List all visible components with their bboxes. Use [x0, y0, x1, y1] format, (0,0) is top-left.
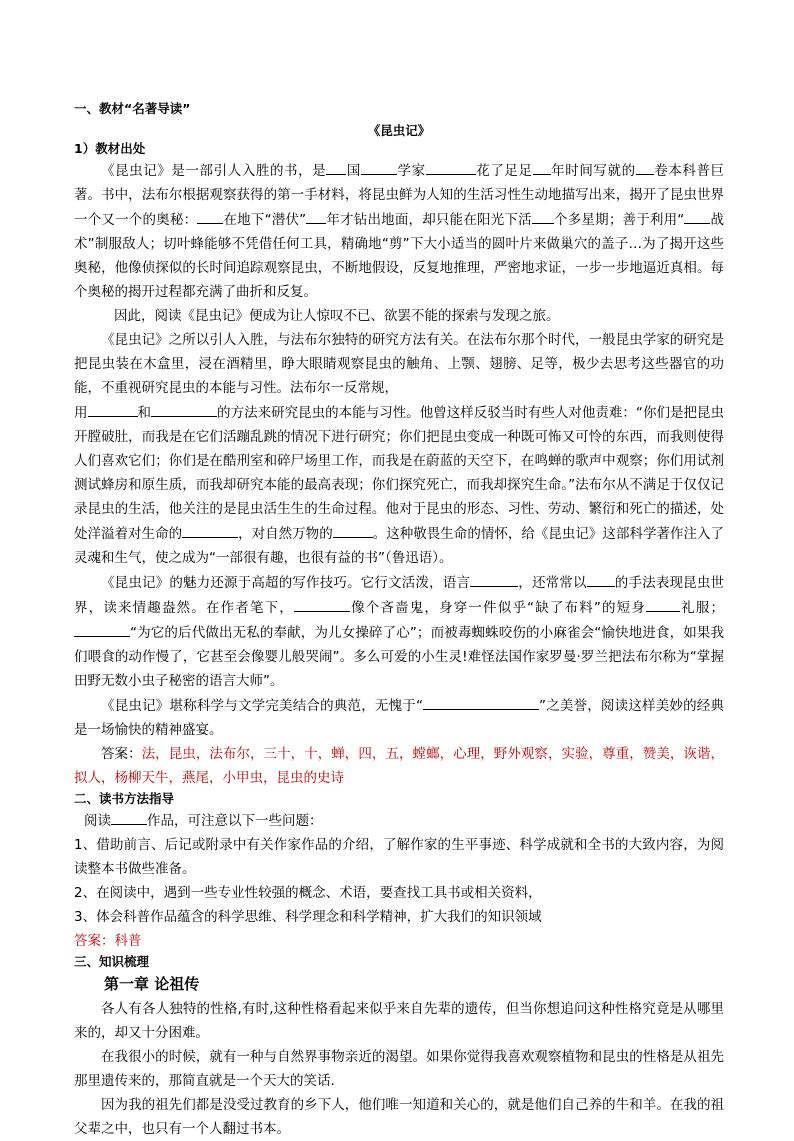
blank[interactable] — [684, 207, 710, 224]
paragraph-intro: 《昆虫记》是一部引人入胜的书，是 国 学家 花了足足 年时间写就的 卷本科普巨著。书中，法布尔根据观察获得的第一手材料，将昆虫鲜为人知的生活习性生动地描写出来，揭开了昆虫世界一个又一个的奥秘： 在地下“潜伏” 年才钻出地面，却只能在阳光下活 个多星期；善于利用“ 战术”制服敌人；切叶蜂能够不凭借任何工具，精确地“剪”下大小适当的圆叶片来做巢穴的盖子…为了揭开这些奥秘，他像侦探似的长时间追踪观察昆虫，不断地假设，反复地推理，严密地求证，一步一步地逼近真相。每个奥秘的揭开过程都充满了曲折和反复。 — [74, 158, 724, 304]
paragraph-writing-skill: 《昆虫记》的魅力还源于高超的写作技巧。它行文活泼，语言 ，还常常以 的手法表现昆虫世界，读来情趣盎然。在作者笔下， 像个吝啬鬼，身穿一件似乎“缺了布料”的短身 礼服；“为它的后代做出无私的奉献，为儿女操碎了心”；而被毒蜘蛛咬伤的小麻雀会“愉快地进食，如果我们喂食的动作慢了，它甚至会像婴儿般哭闹”。多么可爱的小生灵!难怪法国作家罗曼·罗兰把法布尔称为“掌握田野无数小虫子秘密的语言大师”。 — [74, 570, 724, 693]
blank[interactable] — [636, 158, 654, 175]
blank[interactable] — [197, 207, 223, 224]
answer-1-text: 法，昆虫，法布尔，三十，十，蝉，四，五，螳螂，心理，野外观察，实验，尊重，赞美，诙谐，拟人，杨柳天牛，燕尾，小甲虫，昆虫的史诗 — [74, 746, 725, 786]
blank[interactable] — [646, 595, 680, 612]
paragraph-method: 《昆虫记》之所以引人入胜，与法布尔独特的研究方法有关。在法布尔那个时代，一般昆虫学家的研究是把昆虫装在木盒里，浸在酒精里，睁大眼睛观察昆虫的触角、上颚、翅膀、足等，极少去思考这些器官的功能，不重视研究昆虫的本能与习性。法布尔一反常规， 用 和 的方法来研究昆虫的本能与习性。他曾这样反驳当时有些人对他责难：“你们是把昆虫开膛破肚，而我是在它们活蹦乱跳的情况下进行研究；你们把昆虫变成一种既可怖又可怜的东西，而我则使得人们喜欢它们；你们是在酷刑室和碎尸场里工作，而我是在蔚蓝的天空下，在鸣蝉的歌声中观察；你们用试剂测试蜂房和原生质，而我却研究本能的最高表现；你们探究死亡，而我却探究生命。”法布尔从不满足于仅仅记录昆虫的生活，他关注的是昆虫活生生的生命过程。他对于昆虫的形态、习性、劳动、繁衍和死亡的描述，处处洋溢着对生命的 ，对自然万物的 。这种敬畏生命的情怀，给《昆虫记》这部科学著作注入了灵魂和生气，使之成为“一部很有趣，也很有益的书”（鲁迅语）。 — [74, 332, 725, 566]
chapter-title: 第一章 论祖传 — [104, 975, 200, 993]
paragraph-conclusion: 《昆虫记》堪称科学与文学完美结合的典范，无愧于“ ”之美誉，阅读这样美妙的经典是一场愉快的精神盛宴。 — [74, 693, 724, 742]
reading-tip-2: 2、在阅读中，遇到一些专业性较强的概念、术语，要查找工具书或相关资料， — [74, 885, 542, 901]
blank[interactable] — [587, 570, 615, 587]
section-1-heading: 一、教材“名著导读” — [74, 101, 191, 116]
chapter-paragraph: 在我很小的时候，就有一种与自然界事物亲近的渴望。如果你觉得我喜欢观察植物和昆虫的性格是从祖先那里遗传来的，那简直就是一个天大的笑话. — [74, 1049, 724, 1089]
reading-tip-1: 1、借助前言、后记或附录中有关作家作品的介绍，了解作家的生平事迹、科学成就和全书的大致内容，为阅读整本书做些准备。 — [74, 837, 724, 877]
blank[interactable] — [361, 158, 397, 175]
blank[interactable] — [426, 158, 476, 175]
blank[interactable] — [111, 808, 147, 825]
chapter-paragraph: 因为我的祖先们都是没受过教育的乡下人，他们唯一知道和关心的，就是他们自己养的牛和羊。在我的祖父辈之中，也只有一个人翻过书本。 — [74, 1097, 724, 1137]
section-3-heading: 三、知识梳理 — [74, 954, 150, 969]
blank[interactable] — [182, 521, 238, 538]
book-title: 《昆虫记》 — [367, 123, 431, 138]
blank[interactable] — [423, 693, 539, 710]
paragraph-summary: 因此，阅读《昆虫记》便成为让人惊叹不已、欲罢不能的探索与发现之旅。 — [114, 308, 560, 324]
reading-intro: 阅读 作品，可注意以下一些问题： — [74, 808, 724, 833]
answer-2: 答案：科普 — [74, 933, 142, 949]
blank[interactable] — [470, 570, 518, 587]
blank[interactable] — [333, 521, 373, 538]
blank[interactable] — [326, 158, 346, 175]
blank[interactable] — [74, 620, 130, 637]
blank[interactable] — [88, 400, 138, 417]
chapter-paragraph: 各人有各人独特的性格,有时,这种性格看起来似乎来自先辈的遗传，但当你想追问这种性格究竟是从哪里来的，却又十分困难。 — [74, 1001, 724, 1041]
blank[interactable] — [306, 207, 326, 224]
blank[interactable] — [151, 400, 217, 417]
reading-tip-3: 3、体会科普作品蕴含的科学思维、科学理念和科学精神，扩大我们的知识领域 — [74, 909, 542, 925]
section-2-heading: 二、读书方法指导 — [74, 791, 175, 806]
blank[interactable] — [532, 207, 554, 224]
blank[interactable] — [294, 595, 350, 612]
answer-1: 答案：法，昆虫，法布尔，三十，十，蝉，四，五，螳螂，心理，野外观察，实验，尊重，赞美，诙谐，拟人，杨柳天牛，燕尾，小甲虫，昆虫的史诗 — [74, 746, 725, 786]
document-page — [74, 100, 724, 1141]
subsection-heading: 1）教材出处 — [74, 141, 146, 156]
blank[interactable] — [533, 158, 551, 175]
